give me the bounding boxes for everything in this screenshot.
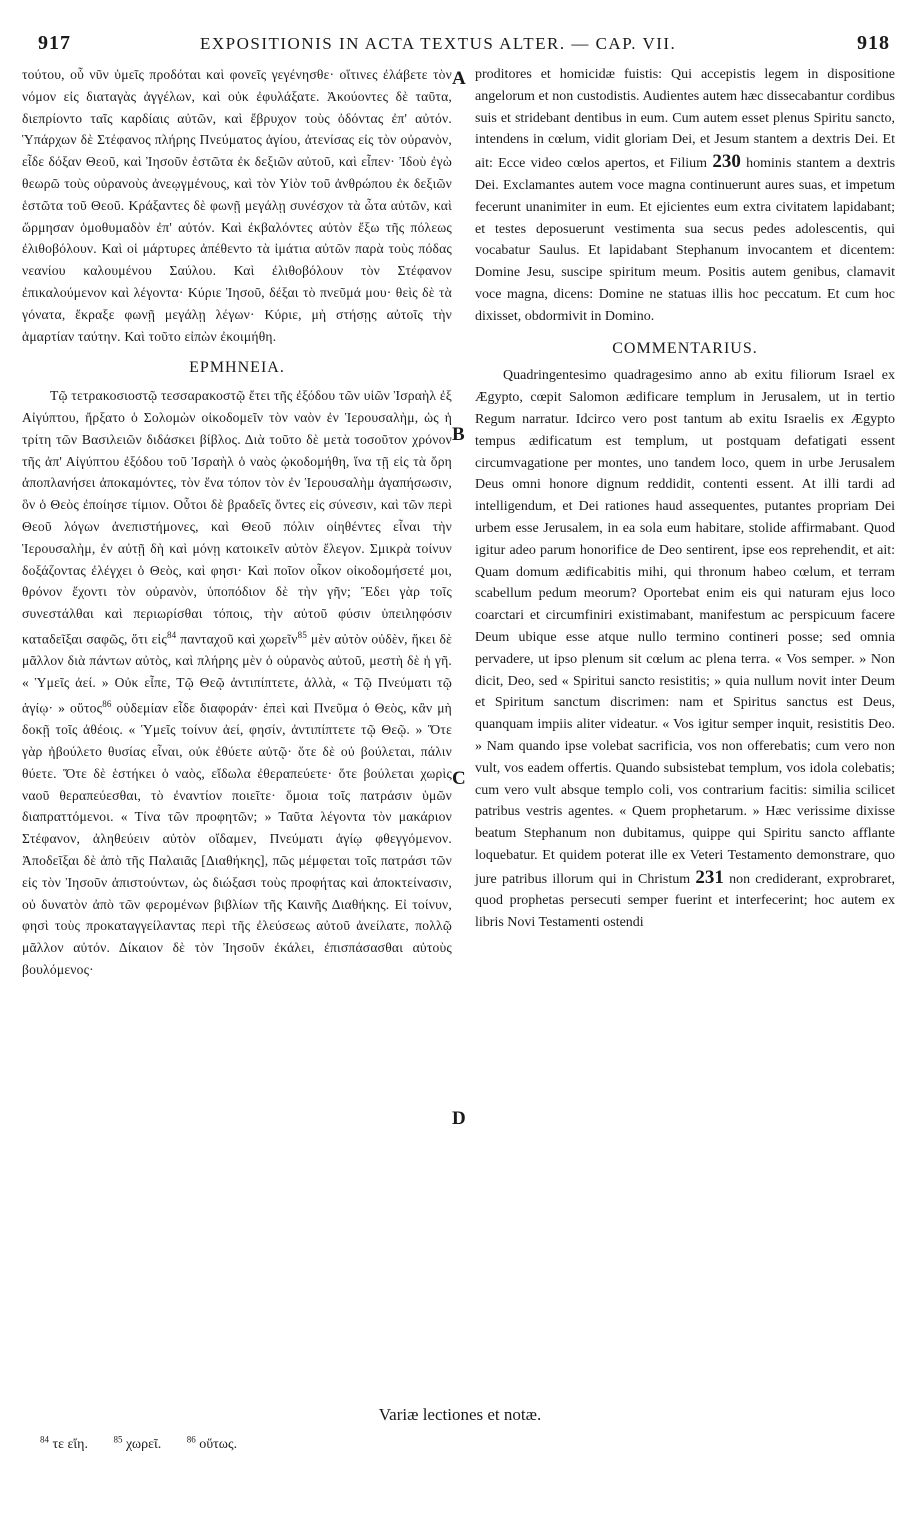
latin-commentary-part-2: non crediderant, exprobraret, quod prophetas persecuti semper fuerint et interfecerint; hoc autem ex libris Novi Testamenti ostendi (475, 871, 896, 931)
margin-marker-b: B (452, 424, 465, 445)
greek-section-title: ΕΡΜΗΝΕΙΑ. (189, 359, 285, 377)
greek-scripture-text: τούτου, οὗ νῦν ὑμεῖς προδόται καὶ φονεῖς γεγένησθε· οἵτινες ἐλάβετε τὸν νόμον εἰς διαταγὰς ἀγγέλων, καὶ οὐκ ἐφυλάξατε. Ἀκούοντες δὲ ταῦτα, διεπρίοντο ταῖς καρδίαις αὐτῶν, καὶ ἔβρυχον τοὺς ὀδόντας ἐπ' αὐτόν. Ὑπάρχων δὲ Στέφανος πλήρης Πνεύματος ἁγίου, ἀτενίσας εἰς τὸν οὐρανὸν, εἶδε δόξαν Θεοῦ, καὶ Ἰησοῦν ἑστῶτα ἐκ δεξιῶν αὐτοῦ, καὶ εἶπεν· Ἰδοὺ ἐγὼ θεωρῶ τοὺς οὐρανοὺς ἀνεῳγμένους, καὶ τὸν Υἱὸν τοῦ ἀνθρώπου ἐκ δεξιῶν ἑστῶτα τοῦ Θεοῦ. Κράξαντες δὲ φωνῇ μεγάλῃ συνέσχον τὰ ὦτα αὐτῶν, καὶ ὥρμησαν ὁμοθυμαδὸν ἐπ' αὐτόν. Καὶ ἐκβαλόντες αὐτὸν ἔξω τῆς πόλεως ἐλιθοβόλουν. Καὶ οἱ μάρτυρες ἀπέθεντο τὰ ἱμάτια αὐτῶν παρὰ τοὺς πόδας νεανίου καλουμένου Σαύλου. Καὶ ἐλιθοβόλουν τὸν Στέφανον ἐπικαλούμενον καὶ λέγοντα· Κύριε Ἰησοῦ, δέξαι τὸ πνεῦμά μου· θεὶς δὲ τὰ γόνατα, ἔκραξε φωνῇ μεγάλῃ λέγων· Κύριε, μὴ στήσῃς αὐτοῖς τὴν ἁμαρτίαν ταύτην. Καὶ τοῦτο εἰπὼν ἐκοιμήθη. (22, 67, 452, 344)
notes-heading: Variæ lectiones et notæ. (378, 1405, 542, 1424)
footnote-84: $^{84}$ τε εἴη. (40, 1434, 88, 1452)
page-number-left: 917 (38, 32, 71, 54)
greek-column (22, 64, 452, 981)
column-number-231: 231 (695, 866, 724, 888)
footnote-86: $^{86}$ οὕτως. (186, 1434, 238, 1452)
footnote-ref-86: 86 (102, 698, 112, 709)
latin-commentary-text (475, 365, 895, 934)
margin-marker-c: C (452, 768, 466, 789)
column-number-230: 230 (712, 151, 741, 173)
footnote-85: $^{85}$ χωρεῖ. (113, 1434, 162, 1452)
latin-scripture-part-1: proditores et homicidæ fuistis: Qui accepistis legem in dispositione angelorum et non custodistis. Audientes autem hæc dissecabantur cordibus suis et stridebant dentibus in eum. Cum autem esset plenus Spiritu sancto, intendens in cœlum, vidit gloriam Dei, et Jesum stantem a dextris Dei. Et ait: Ecce video cœlos apertos, et Filium (475, 67, 895, 172)
footnote-ref-85: 85 (297, 629, 308, 640)
latin-column (475, 64, 895, 934)
greek-commentary-part-3: μὲν αὐτὸν οὐδὲν, ἥκει δὲ μᾶλλον διὰ πάντων αὐτὸς, καὶ πλήρης μὲν ὁ οὐρανὸς αὐτοῦ, μεστὴ δὲ ἡ γῆ. « Ὑμεῖς ἀεί. » Οὐκ εἶπε, Τῷ Θεῷ ἀντιπίπτετε, ἀλλὰ, « Τῷ Πνεύματι τῷ ἁγίῳ· » οὕτος (22, 631, 452, 716)
latin-section-title: COMMENTARIUS. (612, 339, 758, 357)
latin-scripture-text (475, 64, 895, 328)
margin-marker-a: A (452, 68, 466, 89)
greek-commentary-part-2: πανταχοῦ καὶ χωρεῖν (180, 631, 298, 647)
page-number-right: 918 (857, 32, 890, 54)
footnote-ref-84: 84 (166, 629, 177, 640)
greek-commentary-part-1: Τῷ τετρακοσιοστῷ τεσσαρακοστῷ ἔτει τῆς ἐξόδου τῶν υἱῶν Ἰσραὴλ ἐξ Αἰγύπτου, ἤρξατο ὁ Σολομὼν οἰκοδομεῖν τὸν ναὸν ἐν Ἱερουσαλὴμ, ὡς ἡ τρίτη τῶν Βασιλειῶν διδάσκει βίβλος. Διὰ τοῦτο δὲ μετὰ τοσοῦτον χρόνον τῆς ἀπ' Αἰγύπτου ἐξόδου τοῦ Ἰσραὴλ ὁ ναὸς ᾠκοδομήθη, ἵνα τῇ εἰς τὰ ὄρη ἀποπλανήσει ἀποκαμόντες, τὸν ἕνα τόπον τὸν ἐν Ἱερουσαλὴμ ἀγαπήσωσιν, ὃν ὁ Θεὸς ἐποίησε τίμιον. Οὗτοι δὲ βραδεῖς ὄντες εἰς σύνεσιν, καὶ τῶν περὶ Θεοῦ λόγων ἀνεπιστήμονες, καὶ Θεοῦ πόλιν οἰηθέντες εἶναι τὴν Ἱερουσαλὴμ, ἐν αὐτῇ δὴ καὶ μόνῃ κατοικεῖν αὐτὸν ἔλεγον. Σμικρὰ τοίνυν δοξάζοντας ἐλέγχει ὁ Θεὸς, καὶ φησι· Καὶ ποῖον οἶκον οἰκοδομήσετέ μοι, θρόνον ἔχοντι τὸν οὐρανὸν, ὑποπόδιον δὲ τὴν γῆν; Ἔδει γὰρ τοῖς συνεστάλθαι καὶ περιωρίσθαι τόποις, τὴν αὐτοῦ φύσιν ὑπειληφόσιν καταδεῖξαι σαφῶς, ὅτι εἰς (22, 388, 452, 647)
margin-marker-d: D (452, 1108, 466, 1129)
footnotes (40, 1434, 259, 1453)
latin-commentary-part-1: Quadringentesimo quadragesimo anno ab exitu filiorum Israel ex Ægypto, cœpit Salomon ædificare templum in Jerusalem, ut in tertio Regum narratur. Idcirco vero post tantum ab exitu Israelis ex Ægypto tempus ædificatum est templum, ut postquam defatigati essent circumvagatione per montes, uno tandem loco, quem in urbe Jerusalem Deus omni honore dignum reddidit, contenti essent. At illi tardi ad intelligendum, et Dei rationes haud assequentes, putantes propriam Dei urbem esse Jerusalem, in ea sola eum habitare, stolide affirmabant. Quod igitur adeo parum honorifice de Deo sentirent, ipse eos reprehendit, et ait: Quam domum ædificabitis mihi, qui thronum habeo cœlum, et terram scabellum pedum meorum? Oportebat enim eis qui naturam ejus loco coarctari et circumfiniri existimabant, manifestum ac perspicuum facere Deum ubique esse atque nullo termino contineri posse; sed omnia pervadere, ut ipso plenum sit cœlum ac plena terra. « Vos semper. » Non dicit, Deo, sed « Spiritui sancto resistitis; » quia nullum novit inter Deum et Spiritum sanctum discrimen: nam et Spiritus sanctus est Deus, quanquam impiis aliter videatur. « Vos igitur semper inquit, resistitis Deo. » Nam quando ipse volebat sacrificia, vos non offerebatis; cum vero non vult, vos eadem offertis. Quando subsistebat templum, vos idola colebatis; cum vero vult absque templo coli, vos contrarium facitis: similia scilicet patribus vestris agentes. « Quem prophetarum. » Hæc verissime dixisse beatum Stephanum non dubitamus, quippe qui Spiritu sancto afflante loquebatur. Et quidem poterat ille ex Veteri Testamento demonstrare, quo jure patribus illorum qui in Christum (475, 368, 895, 887)
latin-scripture-part-2: hominis stantem a dextris Dei. Exclamantes autem voce magna continuerunt aures suas, et impetum fecerunt unanimiter in eum. Et ejicientes eum extra civitatem lapidabant; et testes deposuerunt vestimenta sua secus pedes adolescentis, qui vocabatur Saulus. Et lapidabant Stephanum invocantem et dicentem: Domine Jesu, suscipe spiritum meum. Positis autem genibus, clamavit voce magna, dicens: Domine ne statuas illis hoc peccatum. Et cum hoc dixisset, obdormivit in Domino. (475, 156, 896, 324)
greek-commentary-text (22, 385, 452, 981)
greek-commentary-part-4: οὐδεμίαν εἶδε διαφοράν· ἐπεὶ καὶ Πνεῦμα ὁ Θεὸς, κἂν μὴ δοκῇ τοῖς ἀθέοις. « Ὑμεῖς τοίνυν ἀεί, φησίν, ἀντιπίπτετε τῷ Θεῷ. » Ὅτε γὰρ ἠβούλετο θυσίας εἶναι, οὐκ ἐθύετε αὐτῷ· ὅτε δὲ οὐ βούλεται, πάλιν θύετε. Ὅτε δὲ ἑστήκει ὁ ναὸς, εἴδωλα ἐθεραπεύετε· ὅτε βούλεται χωρὶς ναοῦ θεραπεύεσθαι, τὸ ἐναντίον ποιεῖτε· ὅμοια τοῖς πατράσιν ὑμῶν διαπραττόμενοι. « Τίνα τῶν προφητῶν; » Ταῦτα λέγοντα τὸν μακάριον Στέφανον, ἀληθεύειν αὐτὸν οἴδαμεν, Πνεύματι ἁγίῳ φθεγγόμενον. Ἀποδεῖξαι δὲ ἀπὸ τῆς Παλαιᾶς [Διαθήκης], πῶς μέμφεται τοῖς πατράσι τῶν εἰς τὸν Ἰησοῦν ἀπιστούντων, ὡς διώξασι τοὺς προφήτας καὶ ἀποκτείνασιν, οὐ δυνατὸν ἀπὸ τῶν φερομένων βιβλίων τῆς Καινῆς Διαθήκης. Εἰ τοίνυν, φησὶ τοὺς προκαταγγείλαντας περὶ τῆς ἐλεύσεως αὐτοῦ ἀνείλατε, πολλῷ μᾶλλον αὐτόν. Δίκαιον δὲ τὸν Ἰησοῦν ἐκάλει, ἐπισπάσασθαι αὐτοὺς βουλόμενος· (22, 700, 452, 977)
running-title: EXPOSITIONIS IN ACTA TEXTUS ALTER. — CAP. VII. (200, 34, 677, 53)
running-header (30, 32, 890, 60)
